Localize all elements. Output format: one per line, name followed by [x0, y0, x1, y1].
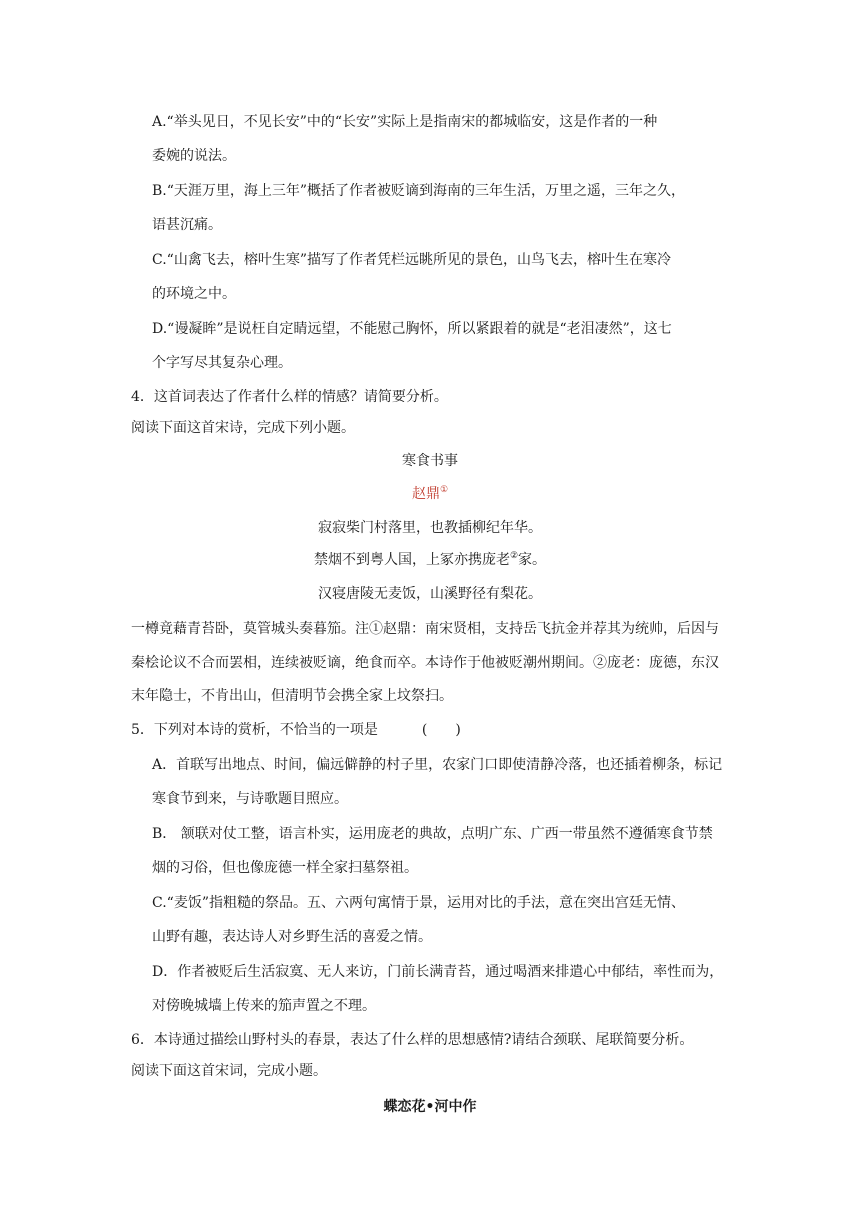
- poem-author-name: 赵鼎: [411, 486, 440, 502]
- answer-parentheses: ( ): [421, 722, 461, 738]
- poem-line-3: 汉寝唐陵无麦饭，山溪野径有梨花。: [318, 586, 542, 602]
- poem-line-2-part-b: 家。: [518, 552, 547, 568]
- q5-option-b-line2: 烟的习俗，但也像庞德一样全家扫墓祭祖。: [152, 860, 418, 876]
- question-5: [131, 720, 461, 740]
- poem-line-2: [0, 550, 860, 570]
- q3-option-a-line1: A.“举头见日，不见长安”中的“长安”实际上是指南宋的都城临安，这是作者的一种: [152, 114, 658, 130]
- q3-option-b-line2: 语甚沉痛。: [152, 217, 222, 233]
- question-6: 6．本诗通过描绘山野村头的春景，表达了什么样的思想感情?请结合颈联、尾联简要分析。: [131, 1032, 694, 1048]
- q5-option-a-line2: 寒食节到来，与诗歌题目照应。: [152, 791, 348, 807]
- q3-option-c-line2: 的环境之中。: [152, 286, 236, 302]
- q5-option-b-line1: B． 颔联对仗工整，语言朴实，运用庞老的典故，点明广东、广西一带虽然不遵循寒食节禁: [152, 826, 713, 842]
- q3-option-d-line1: D.“谩凝眸”是说枉自定睛远望，不能慰己胸怀，所以紧跟着的就是“老泪凄然”，这七: [152, 321, 672, 337]
- poem-note-line-1: 一樽竟藉青苔卧，莫管城头奏暮笳。注①赵鼎：南宋贤相，支持岳飞抗金并荐其为统帅，后因与: [131, 621, 719, 637]
- reading-intro-poem: 阅读下面这首宋诗，完成下列小题。: [131, 420, 355, 436]
- poem-note-line-2: 秦桧论议不合而罢相，连续被贬谪，绝食而卒。本诗作于他被贬潮州期间。②庞老：庞德，东汉: [131, 655, 719, 671]
- q3-option-c-line1: C.“山禽飞去，榕叶生寒”描写了作者凭栏远眺所见的景色，山鸟飞去，榕叶生在寒冷: [152, 252, 671, 268]
- poem-note-line-3: 末年隐士，不肯出山，但清明节会携全家上坟祭扫。: [131, 688, 453, 704]
- q5-option-d-line2: 对傍晚城墙上传来的笳声置之不理。: [152, 998, 376, 1014]
- question-5-stem: 5．下列对本诗的赏析，不恰当的一项是: [131, 722, 378, 738]
- poem-author: [0, 484, 860, 504]
- q5-option-c-line2: 山野有趣，表达诗人对乡野生活的喜爱之情。: [152, 929, 432, 945]
- poem-line-2-footnote-mark: ②: [509, 551, 519, 561]
- poem-line-2-part-a: 禁烟不到粤人国，上冢亦携庞老: [313, 552, 510, 568]
- q5-option-d-line1: D．作者被贬后生活寂寞、无人来访，门前长满青苔，通过喝酒来排遣心中郁结，率性而为，: [152, 964, 724, 980]
- question-4: 4．这首词表达了作者什么样的情感？请简要分析。: [131, 389, 448, 405]
- next-poem-title: 蝶恋花•河中作: [383, 1099, 477, 1115]
- poem-author-footnote-mark: ①: [439, 485, 449, 495]
- q5-option-a-line1: A．首联写出地点、时间，偏远僻静的村子里，农家门口即使清静冷落，也还插着柳条，标记: [152, 757, 723, 773]
- poem-line-1: 寂寂柴门村落里，也教插柳纪年华。: [318, 520, 542, 536]
- reading-intro-ci: 阅读下面这首宋词，完成小题。: [131, 1063, 327, 1079]
- q3-option-b-line1: B.“天涯万里，海上三年”概括了作者被贬谪到海南的三年生活，万里之遥，三年之久，: [152, 183, 686, 199]
- q3-option-d-line2: 个字写尽其复杂心理。: [152, 355, 292, 371]
- q5-option-c-line1: C.“麦饭”指粗糙的祭品。五、六两句寓情于景，运用对比的手法，意在突出宫廷无情、: [152, 895, 685, 911]
- q3-option-a-line2: 委婉的说法。: [152, 148, 236, 164]
- poem-title: 寒食书事: [402, 453, 458, 469]
